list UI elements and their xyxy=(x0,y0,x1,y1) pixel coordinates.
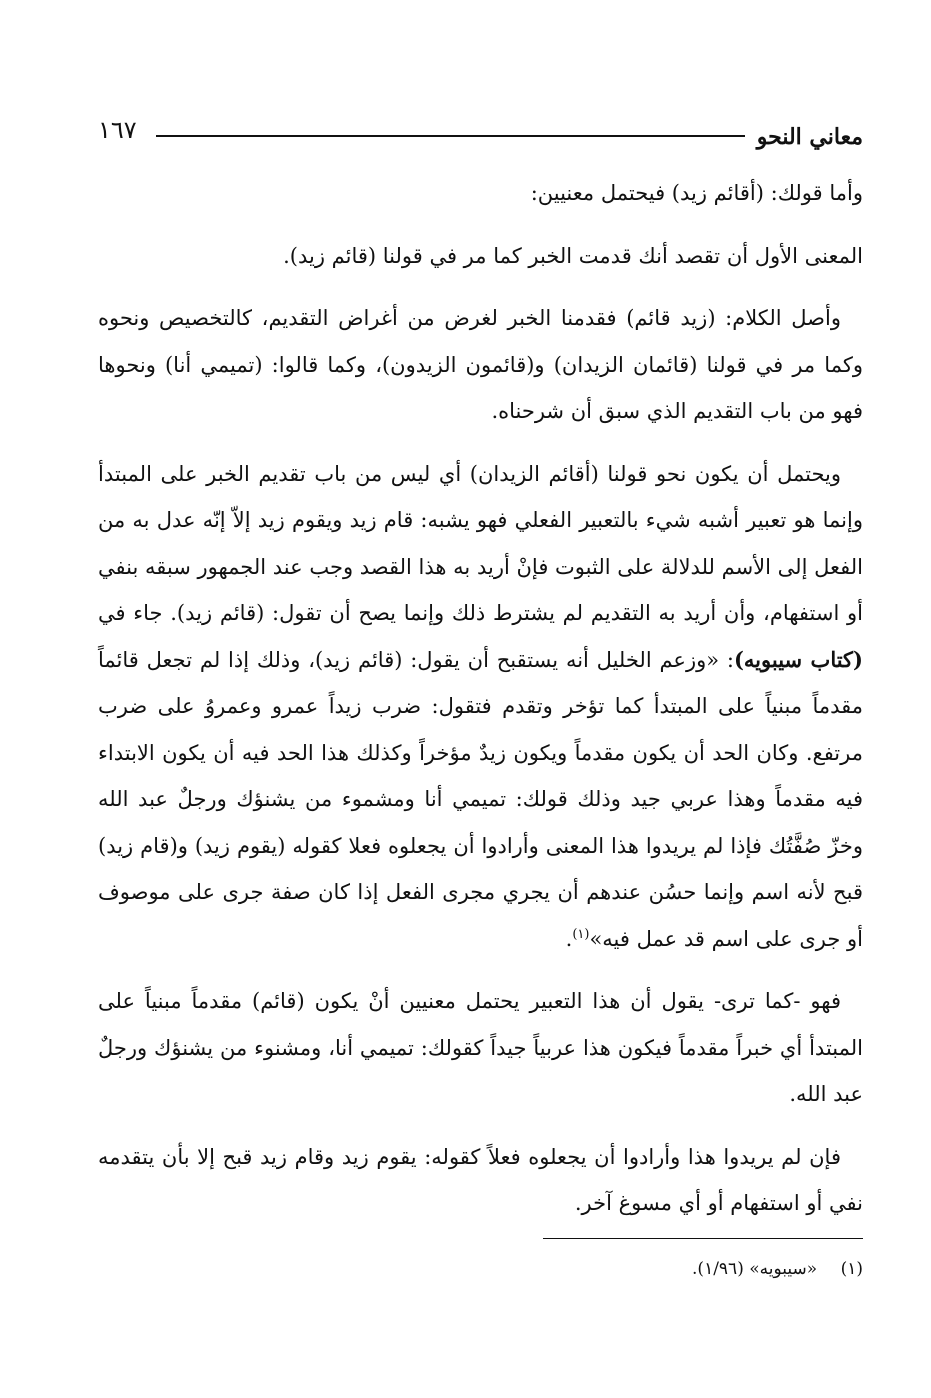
paragraph-4-end: . xyxy=(565,926,573,951)
footnote-number: (١) xyxy=(840,1259,863,1279)
book-title-sibawayh: (كتاب سيبويه) xyxy=(733,646,863,672)
footnote xyxy=(98,1255,863,1283)
paragraph-3: وأصل الكلام: (زيد قائم) فقدمنا الخبر لغرض من أغراض التقديم، كالتخصيص ونحوه وكما مر في قولنا (قائمان الزيدان) و(قائمون الزيدون)، وكما قالوا: (تميمي أنا) ونحوها فهو من باب التقديم الذي سبق أن شرحناه. xyxy=(98,306,863,423)
footnote-rule xyxy=(543,1238,863,1239)
paragraph-4-part-a: ويحتمل أن يكون نحو قولنا (أقائم الزيدان) أي ليس من باب تقديم الخبر على المبتدأ وإنما هو تعبير أشبه شيء بالتعبير الفعلي فهو يشبه: قام زيد ويقوم زيد إلاّ إنّه عدل به من الفعل إلى الأسم للدلالة على الثبوت فإنْ أريد به هذا القصد وجب عند الجمهور سبقه بنفي أو استفهام، وأن أريد به التقديم لم يشترط ذلك وإنما يصح أن تقول: (قائم زيد). جاء في xyxy=(98,461,863,625)
running-title: معاني النحو xyxy=(756,124,863,150)
header-rule xyxy=(156,135,745,137)
page-number: ١٦٧ xyxy=(98,116,137,144)
page-header xyxy=(98,118,863,158)
body-text xyxy=(98,170,863,1243)
footnote-text: «سيبويه» (١/٩٦). xyxy=(692,1259,818,1279)
paragraph-5: فهو -كما ترى- يقول أن هذا التعبير يحتمل معنيين أنْ يكون (قائم) مقدماً مبنياً على المبتدأ أي خبراً مقدماً فيكون هذا عربياً جيداً كقولك: تميمي أنا، ومشنوء من يشنؤك ورجلٌ عبد الله. xyxy=(98,989,863,1106)
paragraph-4 xyxy=(98,451,863,963)
paragraph-1: وأما قولك: (أقائم زيد) فيحتمل معنيين: xyxy=(530,181,863,205)
footnote-reference[interactable]: (١) xyxy=(572,926,590,942)
paragraph-2: المعنى الأول أن تقصد أنك قدمت الخبر كما مر في قولنا (قائم زيد). xyxy=(283,243,863,268)
paragraph-4-quote: : «وزعم الخليل أنه يستقبح أن يقول: (قائم زيد)، وذلك إذا لم تجعل قائماً مقدماً مبنياً على المبتدأ كما تؤخر وتقدم فتقول: ضرب زيداً عمرو وعمروُ على ضرب مرتفع. وكان الحد أن يكون مقدماً ويكون زيدٌ مؤخراً وكذلك هذا الحد فيه أن يكون الابتداء فيه مقدماً وهذا عربي جيد وذلك قولك: تميمي أنا ومشموء من يشنؤك ورجلٌ عبد الله وخزّ صُفَّتُك فإذا لم يريدوا هذا المعنى وأرادوا أن يجعلوه فعلا كقوله (يقوم زيد) و(قام زيد) قبح لأنه اسم وإنما حسُن عندهم أن يجري مجرى الفعل إذا كان صفة جرى على موصوف أو جرى على اسم قد عمل فيه» xyxy=(98,647,863,951)
paragraph-6: فإن لم يريدوا هذا وأرادوا أن يجعلوه فعلاً كقوله: يقوم زيد وقام زيد قبح إلا بأن يتقدمه نفي أو استفهام أو أي مسوغ آخر. xyxy=(98,1144,863,1215)
